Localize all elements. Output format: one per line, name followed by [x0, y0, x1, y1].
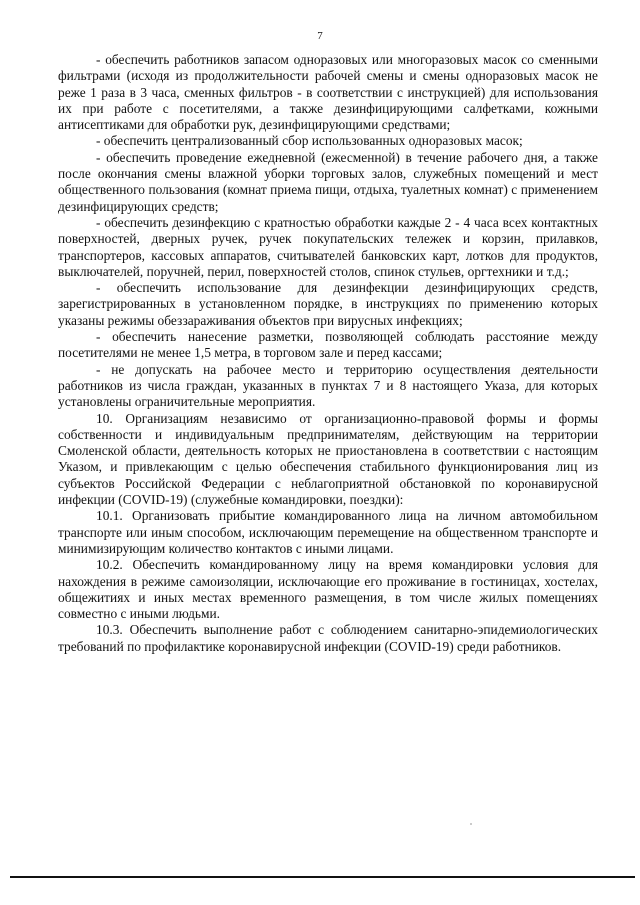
paragraph-mask-collection: - обеспечить централизованный сбор использованных одноразовых масок; — [96, 133, 523, 149]
paragraph-10-1: 10.1. Организовать прибытие командированного лица на личном автомобильном транспорте или иным способом, исключающим перемещение на общественном транспорте и минимизирующим количество контактов с иными лицами. — [58, 508, 598, 556]
page-number: 7 — [317, 30, 323, 42]
scan-speck — [470, 823, 472, 825]
paragraph-masks: - обеспечить работников запасом одноразовых или многоразовых масок со сменными фильтрами (исходя из продолжительности рабочей смены и смены одноразовых масок не реже 1 раза в 3 часа, сменных фильтров - в соответствии с инструкцией) для использования их при работе с посетителями, а также дезинфицирующими салфетками, кожными антисептиками для обработки рук, дезинфицирующими средствами; — [58, 52, 598, 133]
paragraph-distance-marking: - обеспечить нанесение разметки, позволяющей соблюдать расстояние между посетителями не менее 1,5 метра, в торговом зале и перед кассами; — [58, 329, 598, 361]
paragraph-restricted-workers: - не допускать на рабочее место и территорию осуществления деятельности работников из числа граждан, указанных в пунктах 7 и 8 настоящего Указа, для которых установлены ограничительные мероприятия. — [58, 361, 598, 410]
bottom-rule — [10, 876, 635, 878]
paragraph-cleaning: - обеспечить проведение ежедневной (ежесменной) в течение рабочего дня, а также после окончания смены влажной уборки торговых залов, служебных помещений и мест общественного пользования (комнат приема пищи, отдыха, туалетных комнат) с применением дезинфицирующих средств; — [58, 149, 598, 214]
document-body — [58, 52, 598, 655]
paragraph-disinfectants: - обеспечить использование для дезинфекции дезинфицирующих средств, зарегистрированных в установленном порядке, в инструкциях по применению которых указаны режимы обеззараживания объектов при вирусных инфекциях; — [58, 280, 598, 328]
paragraph-10-2: 10.2. Обеспечить командированному лицу на время командировки условия для нахождения в режиме самоизоляции, исключающие его проживание в гостиницах, хостелах, общежитиях и иных местах временного размещения, в том числе жилых помещениях совместно с иными людьми. — [58, 557, 598, 622]
paragraph-10-3: 10.3. Обеспечить выполнение работ с соблюдением санитарно-эпидемиологических требований по профилактике коронавирусной инфекции (COVID-19) среди работников. — [58, 622, 598, 654]
paragraph-disinfection: - обеспечить дезинфекцию с кратностью обработки каждые 2 - 4 часа всех контактных поверхностей, дверных ручек, ручек покупательских тележек и корзин, прилавков, транспортеров, кассовых аппаратов, считывателей банковских карт, лотков для продуктов, выключателей, поручней, перил, поверхностей столов, спинок стульев, оргтехники и т.д.; — [58, 214, 598, 279]
paragraph-10: 10. Организациям независимо от организационно-правовой формы и формы собственности и индивидуальным предпринимателям, действующим на территории Смоленской области, деятельность которых не приостановлена в соответствии с настоящим Указом, и привлекающим с целью обеспечения стабильного функционирования лиц из субъектов Российской Федерации с неблагоприятной обстановкой по коронавирусной инфекции (COVID-19) (служебные командировки, поездки): — [58, 410, 598, 508]
